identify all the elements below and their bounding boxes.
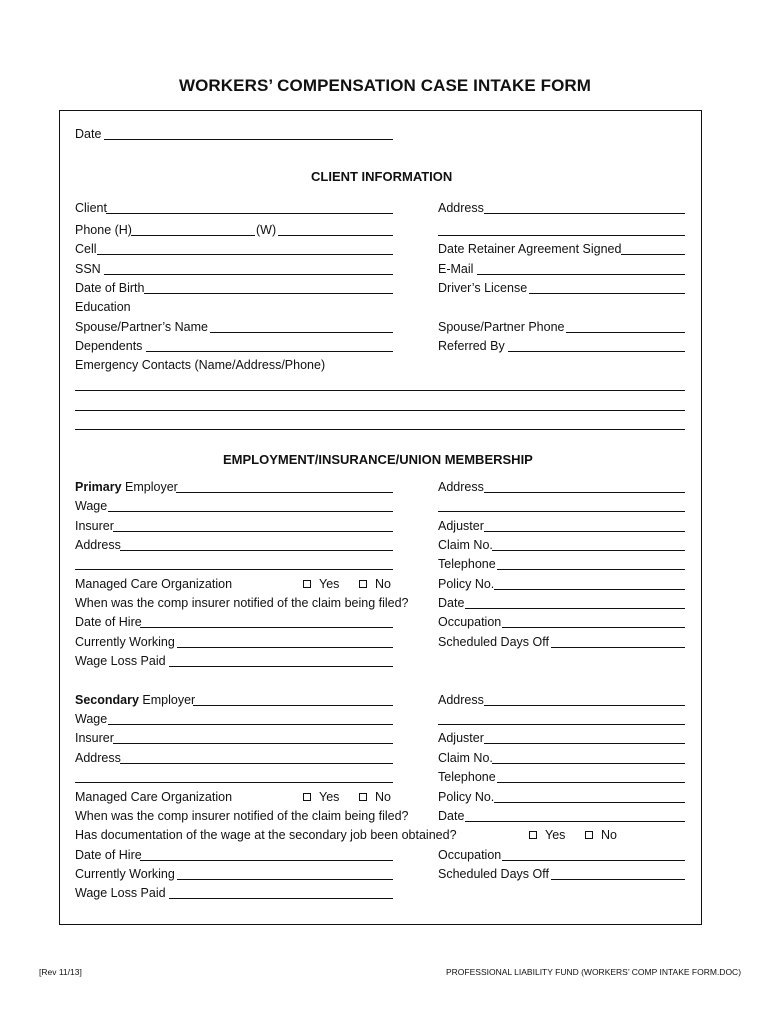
primary-hire-label: Date of Hire bbox=[75, 615, 142, 629]
date-field[interactable] bbox=[104, 139, 393, 140]
primary-adjuster-label: Adjuster bbox=[438, 519, 484, 533]
email-label: E-Mail bbox=[438, 262, 474, 276]
secondary-address-field-2[interactable] bbox=[75, 782, 393, 783]
secondary-wage-loss-field[interactable] bbox=[169, 898, 393, 899]
cell-field[interactable] bbox=[97, 254, 393, 255]
secondary-bold-label: Secondary bbox=[75, 693, 139, 707]
secondary-wage-label: Wage bbox=[75, 712, 108, 726]
primary-policy-label: Policy No. bbox=[438, 577, 495, 591]
secondary-doc-yes-checkbox[interactable] bbox=[529, 831, 537, 839]
retainer-field[interactable] bbox=[621, 254, 685, 255]
secondary-notified-label: When was the comp insurer notified of the claim being filed? bbox=[75, 809, 409, 823]
secondary-address-field[interactable] bbox=[120, 763, 393, 764]
primary-wage-loss-label: Wage Loss Paid bbox=[75, 654, 166, 668]
dob-field[interactable] bbox=[144, 293, 393, 294]
emergency-line-2[interactable] bbox=[75, 410, 685, 411]
primary-date-label: Date bbox=[438, 596, 465, 610]
secondary-policy-field[interactable] bbox=[494, 802, 685, 803]
primary-wage-loss-field[interactable] bbox=[169, 666, 393, 667]
primary-wage-field[interactable] bbox=[108, 511, 393, 512]
dependents-label: Dependents bbox=[75, 339, 143, 353]
primary-occupation-field[interactable] bbox=[502, 627, 685, 628]
secondary-employer-text: Employer bbox=[138, 693, 196, 707]
primary-mco-yes-checkbox[interactable] bbox=[303, 580, 311, 588]
phone-home-label: Phone (H) bbox=[75, 223, 132, 237]
address-field-2[interactable] bbox=[438, 235, 685, 236]
secondary-hire-field[interactable] bbox=[140, 860, 393, 861]
retainer-label: Date Retainer Agreement Signed bbox=[438, 242, 622, 256]
primary-date-field[interactable] bbox=[465, 608, 685, 609]
secondary-mco-no-label: No bbox=[375, 790, 391, 804]
primary-working-field[interactable] bbox=[177, 647, 393, 648]
spouse-name-field[interactable] bbox=[210, 332, 393, 333]
employment-heading: EMPLOYMENT/INSURANCE/UNION MEMBERSHIP bbox=[223, 452, 533, 467]
primary-employer-label bbox=[75, 480, 178, 495]
dob-label: Date of Birth bbox=[75, 281, 145, 295]
file-footer: PROFESSIONAL LIABILITY FUND (WORKERS’ COMP INTAKE FORM.DOC) bbox=[446, 967, 742, 977]
date-label: Date bbox=[75, 127, 102, 141]
secondary-doc-no-label: No bbox=[601, 828, 617, 842]
primary-insurer-label: Insurer bbox=[75, 519, 114, 533]
primary-occupation-label: Occupation bbox=[438, 615, 502, 629]
primary-wage-label: Wage bbox=[75, 499, 108, 513]
secondary-wage-loss-label: Wage Loss Paid bbox=[75, 886, 166, 900]
primary-mco-label: Managed Care Organization bbox=[75, 577, 233, 591]
ssn-label: SSN bbox=[75, 262, 101, 276]
secondary-wage-field[interactable] bbox=[108, 724, 393, 725]
primary-working-label: Currently Working bbox=[75, 635, 175, 649]
primary-days-off-field[interactable] bbox=[551, 647, 685, 648]
secondary-working-field[interactable] bbox=[177, 879, 393, 880]
primary-address-field-2[interactable] bbox=[75, 569, 393, 570]
phone-work-field[interactable] bbox=[278, 235, 393, 236]
primary-insurer-field[interactable] bbox=[113, 531, 393, 532]
ssn-field[interactable] bbox=[104, 274, 393, 275]
emergency-line-1[interactable] bbox=[75, 390, 685, 391]
primary-hire-field[interactable] bbox=[140, 627, 393, 628]
secondary-date-field[interactable] bbox=[465, 821, 685, 822]
secondary-policy-label: Policy No. bbox=[438, 790, 495, 804]
secondary-adjuster-label: Adjuster bbox=[438, 731, 484, 745]
email-field[interactable] bbox=[477, 274, 685, 275]
secondary-employer-label bbox=[75, 693, 195, 708]
phone-work-label: (W) bbox=[256, 223, 277, 237]
secondary-occupation-label: Occupation bbox=[438, 848, 502, 862]
secondary-claim-label: Claim No. bbox=[438, 751, 493, 765]
secondary-mco-no-checkbox[interactable] bbox=[359, 793, 367, 801]
secondary-working-label: Currently Working bbox=[75, 867, 175, 881]
secondary-mco-label: Managed Care Organization bbox=[75, 790, 233, 804]
secondary-insurer-label: Insurer bbox=[75, 731, 114, 745]
secondary-ins-address-field-2[interactable] bbox=[438, 724, 685, 725]
form-title: WORKERS’ COMPENSATION CASE INTAKE FORM bbox=[178, 76, 592, 95]
secondary-doc-no-checkbox[interactable] bbox=[585, 831, 593, 839]
client-field[interactable] bbox=[106, 213, 393, 214]
primary-telephone-field[interactable] bbox=[497, 569, 685, 570]
emergency-label: Emergency Contacts (Name/Address/Phone) bbox=[75, 358, 326, 372]
spouse-name-label: Spouse/Partner’s Name bbox=[75, 320, 208, 334]
primary-employer-field[interactable] bbox=[176, 492, 393, 493]
primary-claim-field[interactable] bbox=[492, 550, 685, 551]
primary-mco-yes-label: Yes bbox=[319, 577, 340, 591]
secondary-date-label: Date bbox=[438, 809, 465, 823]
primary-ins-address-label: Address bbox=[438, 480, 484, 494]
primary-address-label: Address bbox=[75, 538, 121, 552]
dependents-field[interactable] bbox=[146, 351, 393, 352]
referred-label: Referred By bbox=[438, 339, 505, 353]
primary-ins-address-field-2[interactable] bbox=[438, 511, 685, 512]
referred-field[interactable] bbox=[508, 351, 685, 352]
secondary-employer-field[interactable] bbox=[193, 705, 393, 706]
secondary-days-off-field[interactable] bbox=[551, 879, 685, 880]
secondary-days-off-label: Scheduled Days Off bbox=[438, 867, 549, 881]
secondary-doc-yes-label: Yes bbox=[545, 828, 566, 842]
emergency-line-3[interactable] bbox=[75, 429, 685, 430]
primary-employer-text: Employer bbox=[121, 480, 178, 494]
spouse-phone-label: Spouse/Partner Phone bbox=[438, 320, 565, 334]
secondary-insurer-field[interactable] bbox=[113, 743, 393, 744]
primary-policy-field[interactable] bbox=[494, 589, 685, 590]
address-label: Address bbox=[438, 201, 484, 215]
primary-ins-address-field[interactable] bbox=[484, 492, 685, 493]
secondary-mco-yes-checkbox[interactable] bbox=[303, 793, 311, 801]
client-information-heading: CLIENT INFORMATION bbox=[311, 169, 453, 184]
client-label: Client bbox=[75, 201, 107, 215]
secondary-telephone-field[interactable] bbox=[497, 782, 685, 783]
cell-label: Cell bbox=[75, 242, 97, 256]
primary-mco-no-label: No bbox=[375, 577, 391, 591]
secondary-adjuster-field[interactable] bbox=[484, 743, 685, 744]
primary-bold-label: Primary bbox=[75, 480, 122, 494]
secondary-claim-field[interactable] bbox=[492, 763, 685, 764]
secondary-telephone-label: Telephone bbox=[438, 770, 496, 784]
primary-adjuster-field[interactable] bbox=[484, 531, 685, 532]
secondary-ins-address-label: Address bbox=[438, 693, 484, 707]
secondary-hire-label: Date of Hire bbox=[75, 848, 142, 862]
spouse-phone-field[interactable] bbox=[566, 332, 685, 333]
license-field[interactable] bbox=[529, 293, 685, 294]
secondary-ins-address-field[interactable] bbox=[484, 705, 685, 706]
primary-mco-no-checkbox[interactable] bbox=[359, 580, 367, 588]
primary-address-field[interactable] bbox=[120, 550, 393, 551]
secondary-documentation-label: Has documentation of the wage at the secondary job been obtained? bbox=[75, 828, 457, 842]
primary-days-off-label: Scheduled Days Off bbox=[438, 635, 549, 649]
education-label: Education bbox=[75, 300, 131, 314]
primary-claim-label: Claim No. bbox=[438, 538, 493, 552]
phone-home-field[interactable] bbox=[131, 235, 255, 236]
primary-telephone-label: Telephone bbox=[438, 557, 496, 571]
secondary-address-label: Address bbox=[75, 751, 121, 765]
license-label: Driver’s License bbox=[438, 281, 528, 295]
revision-footer: [Rev 11/13] bbox=[39, 967, 82, 977]
secondary-mco-yes-label: Yes bbox=[319, 790, 340, 804]
primary-notified-label: When was the comp insurer notified of the claim being filed? bbox=[75, 596, 409, 610]
address-field[interactable] bbox=[484, 213, 685, 214]
secondary-occupation-field[interactable] bbox=[502, 860, 685, 861]
